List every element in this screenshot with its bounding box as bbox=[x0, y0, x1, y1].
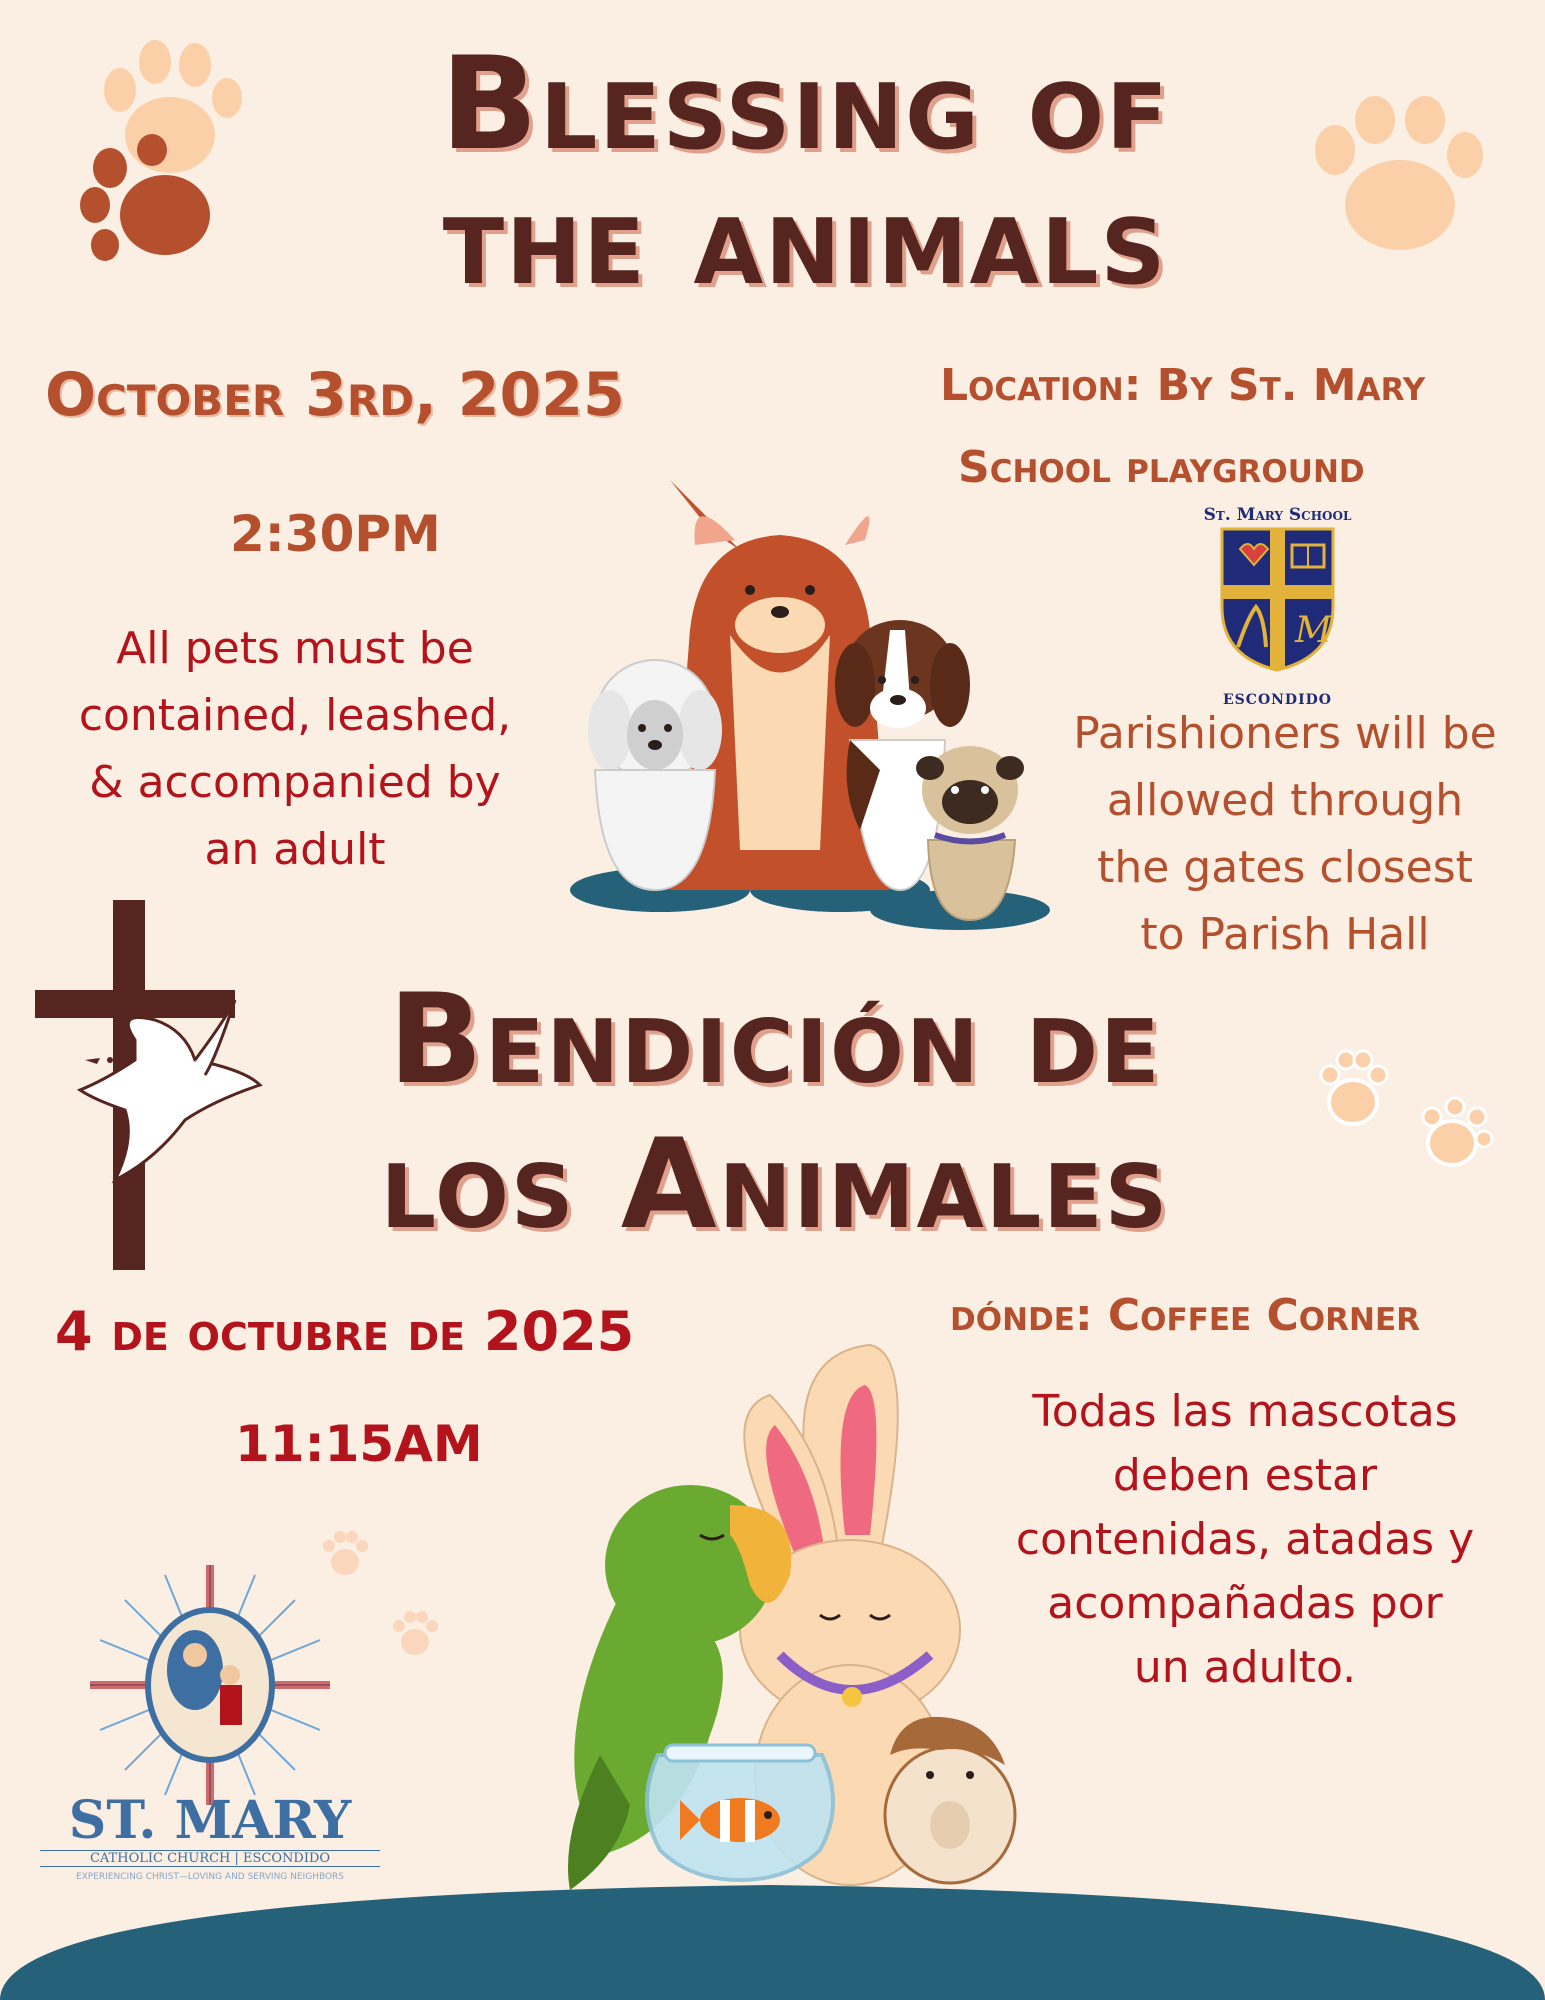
gates-text bbox=[1040, 700, 1530, 968]
school-crest bbox=[1190, 505, 1365, 710]
church-tagline: EXPERIENCING CHRIST—LOVING AND SERVING NEIGHBORS bbox=[75, 1872, 345, 1882]
paw-icon bbox=[70, 140, 230, 270]
spanish-rules-line: contenidas, atadas y bbox=[1015, 1514, 1475, 1565]
spanish-date: 4 de octubre de 2025 bbox=[55, 1300, 635, 1363]
paw-icon bbox=[1318, 1050, 1388, 1130]
dove-icon bbox=[75, 1000, 265, 1200]
pets-illustration bbox=[540, 1335, 1020, 1890]
shield-letter: M bbox=[1295, 610, 1332, 651]
title-line-2: the animals bbox=[442, 165, 1168, 314]
paw-icon bbox=[1310, 100, 1485, 260]
gates-line: to Parish Hall bbox=[1140, 909, 1430, 960]
spanish-rules-line: Todas las mascotas bbox=[1032, 1386, 1458, 1437]
spanish-title-line-1: Bendición de bbox=[388, 968, 1162, 1112]
crest-top-text: St. Mary School bbox=[1203, 505, 1352, 525]
sunburst-icon bbox=[85, 1560, 335, 1810]
event-time: 2:30PM bbox=[230, 505, 441, 563]
location-line-2: School playground bbox=[958, 442, 1365, 493]
title-line-1: Blessing of bbox=[440, 30, 1170, 179]
rules-line: All pets must be bbox=[116, 623, 474, 674]
spanish-location: dónde: Coffee Corner bbox=[950, 1290, 1421, 1341]
spanish-rules-line: deben estar bbox=[1112, 1450, 1378, 1501]
dogs-illustration bbox=[560, 470, 1050, 930]
spanish-rules-line: un adulto. bbox=[1133, 1642, 1357, 1693]
rules-text bbox=[40, 615, 550, 883]
paw-icon bbox=[1420, 1095, 1495, 1170]
church-subtitle: CATHOLIC CHURCH | ESCONDIDO bbox=[40, 1850, 380, 1867]
spanish-rules-line: acompañadas por bbox=[1047, 1578, 1443, 1629]
gates-line: the gates closest bbox=[1097, 842, 1473, 893]
paw-icon bbox=[390, 1610, 440, 1660]
crest-bottom-text: ESCONDIDO bbox=[1223, 692, 1332, 708]
location-line-1: Location: By St. Mary bbox=[940, 360, 1426, 411]
gates-line: Parishioners will be bbox=[1073, 708, 1497, 759]
rules-line: an adult bbox=[204, 824, 386, 875]
spanish-time: 11:15AM bbox=[235, 1415, 483, 1473]
gates-line: allowed through bbox=[1106, 775, 1464, 826]
event-date: October 3rd, 2025 bbox=[45, 360, 625, 430]
rules-line: contained, leashed, bbox=[78, 690, 512, 741]
church-name: ST. MARY bbox=[68, 1790, 352, 1851]
church-logo bbox=[40, 1560, 380, 1882]
rules-line: & accompanied by bbox=[89, 757, 501, 808]
spanish-rules-text bbox=[975, 1380, 1515, 1700]
ground bbox=[0, 1885, 1545, 2000]
spanish-title-line-2: los Animales bbox=[380, 1113, 1170, 1257]
